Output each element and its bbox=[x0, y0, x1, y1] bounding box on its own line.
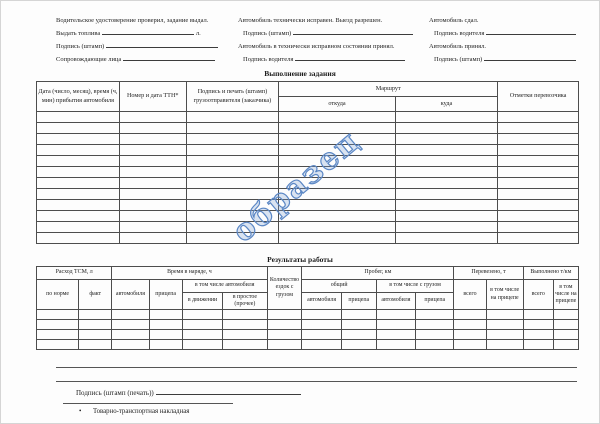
license-checked-label: Водительское удостоверение проверил, задание выдал. bbox=[56, 17, 209, 24]
col-time-trailer: прицепа bbox=[149, 280, 182, 310]
empty-cell bbox=[119, 200, 186, 211]
empty-cell bbox=[149, 340, 182, 350]
empty-cell bbox=[119, 233, 186, 244]
empty-cell bbox=[523, 310, 553, 320]
task-section-title: Выполнение задания bbox=[264, 69, 336, 78]
empty-cell bbox=[395, 222, 497, 233]
empty-cell bbox=[37, 156, 120, 167]
empty-cell bbox=[223, 340, 267, 350]
driver-signature-line bbox=[429, 27, 576, 40]
empty-cell bbox=[279, 211, 396, 222]
col-transported-group: Перевезено, т bbox=[454, 267, 523, 280]
results-table bbox=[36, 266, 579, 350]
empty-cell bbox=[498, 134, 579, 145]
blank-line bbox=[486, 27, 576, 35]
fuel-issue-line bbox=[56, 27, 218, 40]
empty-cell bbox=[37, 123, 120, 134]
table-row bbox=[37, 112, 579, 123]
empty-cell bbox=[302, 310, 341, 320]
table-row bbox=[37, 233, 579, 244]
empty-cell bbox=[486, 310, 523, 320]
empty-cell bbox=[416, 330, 454, 340]
empty-cell bbox=[37, 134, 120, 145]
col-mileage-total-trailer: прицепа bbox=[341, 293, 376, 310]
empty-cell bbox=[416, 340, 454, 350]
empty-cell bbox=[119, 156, 186, 167]
col-time-idle: в простое (прочее) bbox=[223, 293, 267, 310]
stamp-signature-label: Подпись (штамп) bbox=[243, 30, 292, 37]
driver-license-block bbox=[56, 14, 218, 66]
empty-cell bbox=[37, 310, 79, 320]
empty-cell bbox=[498, 200, 579, 211]
empty-cell bbox=[302, 330, 341, 340]
sample-watermark-text: образец bbox=[225, 122, 367, 250]
empty-cell bbox=[454, 330, 486, 340]
driver-signature-label: Подпись водителя bbox=[243, 56, 294, 63]
empty-cell bbox=[498, 112, 579, 123]
vehicle-accepted-label: Автомобиль в технически исправном состоянии принял. bbox=[238, 43, 395, 50]
empty-cell bbox=[37, 222, 120, 233]
empty-cell bbox=[79, 340, 112, 350]
empty-cell bbox=[149, 310, 182, 320]
blank-line bbox=[123, 53, 215, 61]
empty-cell bbox=[37, 200, 120, 211]
empty-cell bbox=[498, 189, 579, 200]
empty-cell bbox=[119, 134, 186, 145]
empty-cell bbox=[279, 222, 396, 233]
bottom-signature-label: Подпись (штамп (печать)) bbox=[76, 389, 154, 397]
driver-signature-label: Подпись водителя bbox=[434, 30, 485, 37]
vehicle-condition-block bbox=[238, 14, 413, 66]
empty-cell bbox=[37, 211, 120, 222]
empty-cell bbox=[112, 340, 149, 350]
col-mileage-total-auto: автомобиля bbox=[302, 293, 341, 310]
vehicle-received-label: Автомобиль принял. bbox=[429, 43, 487, 50]
vehicle-ok-line bbox=[238, 14, 413, 27]
col-route-to: куда bbox=[395, 97, 497, 112]
col-done-trailer: в том числе на прицепе bbox=[553, 280, 578, 310]
empty-cell bbox=[498, 233, 579, 244]
empty-cell bbox=[186, 211, 279, 222]
empty-cell bbox=[486, 330, 523, 340]
task-table bbox=[36, 81, 579, 244]
empty-cell bbox=[279, 112, 396, 123]
fuel-issue-label: Выдать топлива bbox=[56, 30, 101, 37]
empty-cell bbox=[119, 145, 186, 156]
empty-cell bbox=[279, 189, 396, 200]
col-fuel-group: Расход ТСМ, л bbox=[37, 267, 112, 280]
empty-cell bbox=[395, 123, 497, 134]
empty-cell bbox=[279, 233, 396, 244]
col-time-incl-group: в том числе автомобиля bbox=[182, 280, 267, 293]
empty-cell bbox=[376, 310, 415, 320]
col-ttn-number: Номер и дата ТТН* bbox=[119, 82, 186, 112]
empty-cell bbox=[553, 310, 578, 320]
vehicle-accepted-line bbox=[238, 40, 413, 53]
driver-signature-line bbox=[238, 53, 413, 66]
table-row bbox=[37, 189, 579, 200]
vehicle-handed-line bbox=[429, 14, 576, 27]
col-route-from: откуда bbox=[279, 97, 396, 112]
empty-cell bbox=[395, 134, 497, 145]
empty-cell bbox=[182, 330, 222, 340]
footnote-text: Товарно-транспортная накладная bbox=[93, 408, 190, 415]
empty-cell bbox=[79, 310, 112, 320]
empty-cell bbox=[186, 123, 279, 134]
empty-cell bbox=[119, 222, 186, 233]
bottom-signature-line bbox=[76, 387, 301, 399]
empty-cell bbox=[119, 167, 186, 178]
stamp-signature-label: Подпись (штамп) bbox=[434, 56, 483, 63]
blank-line bbox=[106, 40, 218, 48]
table-row bbox=[37, 330, 579, 340]
empty-cell bbox=[119, 112, 186, 123]
col-mileage-loaded-group: в том числе с грузом bbox=[376, 280, 454, 293]
empty-cell bbox=[182, 310, 222, 320]
col-shipper-signature: Подпись и печать (штамп) грузоотправителя (заказчика) bbox=[186, 82, 279, 112]
vehicle-handover-block bbox=[429, 14, 576, 66]
fuel-unit-label: л. bbox=[195, 30, 201, 37]
empty-cell bbox=[302, 320, 341, 330]
empty-cell bbox=[186, 112, 279, 123]
empty-cell bbox=[523, 320, 553, 330]
empty-cell bbox=[553, 330, 578, 340]
vehicle-handed-label: Автомобиль сдал. bbox=[429, 17, 479, 24]
footnote-bullet: • bbox=[79, 408, 82, 415]
empty-cell bbox=[149, 320, 182, 330]
empty-cell bbox=[37, 178, 120, 189]
empty-cell bbox=[37, 233, 120, 244]
empty-cell bbox=[186, 233, 279, 244]
empty-cell bbox=[523, 340, 553, 350]
empty-cell bbox=[454, 310, 486, 320]
empty-cell bbox=[267, 310, 302, 320]
empty-cell bbox=[267, 320, 302, 330]
empty-cell bbox=[416, 320, 454, 330]
col-mileage-loaded-trailer: прицепа bbox=[416, 293, 454, 310]
empty-cell bbox=[112, 330, 149, 340]
results-section-title: Результаты работы bbox=[267, 255, 333, 264]
empty-cell bbox=[119, 178, 186, 189]
table-row bbox=[37, 134, 579, 145]
empty-cell bbox=[376, 320, 415, 330]
empty-cell bbox=[79, 330, 112, 340]
table-row bbox=[37, 320, 579, 330]
blank-line bbox=[295, 53, 405, 61]
col-time-moving: в движении bbox=[182, 293, 222, 310]
col-done-total: всего bbox=[523, 280, 553, 310]
empty-cell bbox=[395, 200, 497, 211]
results-table-body bbox=[37, 310, 579, 350]
table-row bbox=[37, 167, 579, 178]
empty-cell bbox=[486, 340, 523, 350]
table-row bbox=[37, 200, 579, 211]
table-row bbox=[37, 145, 579, 156]
empty-cell bbox=[498, 123, 579, 134]
empty-cell bbox=[186, 167, 279, 178]
empty-cell bbox=[395, 189, 497, 200]
license-checked-line bbox=[56, 14, 218, 27]
empty-cell bbox=[223, 330, 267, 340]
empty-cell bbox=[553, 320, 578, 330]
empty-cell bbox=[416, 310, 454, 320]
col-route-group: Маршрут bbox=[279, 82, 498, 97]
empty-cell bbox=[498, 222, 579, 233]
empty-cell bbox=[341, 320, 376, 330]
results-header-row-2 bbox=[37, 280, 579, 293]
empty-cell bbox=[454, 320, 486, 330]
empty-cell bbox=[186, 189, 279, 200]
table-row bbox=[37, 156, 579, 167]
empty-cell bbox=[149, 330, 182, 340]
empty-cell bbox=[454, 340, 486, 350]
empty-cell bbox=[37, 320, 79, 330]
blank-writing-line bbox=[56, 367, 577, 368]
empty-cell bbox=[182, 340, 222, 350]
empty-cell bbox=[223, 310, 267, 320]
accompanying-persons-line bbox=[56, 53, 218, 66]
empty-cell bbox=[186, 134, 279, 145]
empty-cell bbox=[523, 330, 553, 340]
col-time-group: Время в наряде, ч bbox=[112, 267, 267, 280]
empty-cell bbox=[186, 222, 279, 233]
footnote-separator bbox=[63, 403, 233, 404]
table-row bbox=[37, 340, 579, 350]
blank-line bbox=[484, 53, 576, 61]
col-arrival-datetime: Дата (число, месяц), время (ч, мин) прибытия автомобиля bbox=[37, 82, 120, 112]
empty-cell bbox=[223, 320, 267, 330]
empty-cell bbox=[37, 340, 79, 350]
empty-cell bbox=[279, 123, 396, 134]
empty-cell bbox=[395, 156, 497, 167]
accompanying-persons-label: Сопровождающие лица bbox=[56, 56, 122, 63]
empty-cell bbox=[376, 330, 415, 340]
empty-cell bbox=[498, 211, 579, 222]
col-fuel-fact: факт bbox=[79, 280, 112, 310]
empty-cell bbox=[119, 123, 186, 134]
stamp-signature-line bbox=[238, 27, 413, 40]
blank-line bbox=[293, 27, 413, 35]
table-row bbox=[37, 178, 579, 189]
col-mileage-loaded-auto: автомобиля bbox=[376, 293, 415, 310]
empty-cell bbox=[553, 340, 578, 350]
empty-cell bbox=[341, 330, 376, 340]
col-transported-total: всего bbox=[454, 280, 486, 310]
table-row bbox=[37, 211, 579, 222]
table-row bbox=[37, 310, 579, 320]
empty-cell bbox=[37, 145, 120, 156]
empty-cell bbox=[498, 156, 579, 167]
empty-cell bbox=[279, 134, 396, 145]
empty-cell bbox=[37, 189, 120, 200]
empty-cell bbox=[37, 167, 120, 178]
col-transported-trailer: в том числе на прицепе bbox=[486, 280, 523, 310]
empty-cell bbox=[112, 310, 149, 320]
empty-cell bbox=[37, 330, 79, 340]
empty-cell bbox=[395, 145, 497, 156]
empty-cell bbox=[395, 112, 497, 123]
empty-cell bbox=[119, 211, 186, 222]
empty-cell bbox=[341, 310, 376, 320]
col-time-auto: автомобиля bbox=[112, 280, 149, 310]
empty-cell bbox=[267, 330, 302, 340]
empty-cell bbox=[186, 200, 279, 211]
vehicle-ok-label: Автомобиль технически исправен. Выезд разрешен. bbox=[238, 17, 383, 24]
vehicle-received-line bbox=[429, 40, 576, 53]
empty-cell bbox=[267, 340, 302, 350]
empty-cell bbox=[279, 145, 396, 156]
col-fuel-norm: по норме bbox=[37, 280, 79, 310]
empty-cell bbox=[302, 340, 341, 350]
col-mileage-total-group: общий bbox=[302, 280, 376, 293]
empty-cell bbox=[37, 112, 120, 123]
blank-line bbox=[102, 27, 194, 35]
empty-cell bbox=[186, 178, 279, 189]
results-header-row-1 bbox=[37, 267, 579, 280]
empty-cell bbox=[112, 320, 149, 330]
empty-cell bbox=[186, 145, 279, 156]
table-row bbox=[37, 222, 579, 233]
empty-cell bbox=[498, 178, 579, 189]
blank-writing-line bbox=[56, 381, 577, 382]
stamp-signature-line bbox=[429, 53, 576, 66]
empty-cell bbox=[186, 156, 279, 167]
task-header-row-1 bbox=[37, 82, 579, 97]
col-loaded-trips: Количество ездок с грузом bbox=[267, 267, 302, 310]
empty-cell bbox=[498, 167, 579, 178]
empty-cell bbox=[182, 320, 222, 330]
stamp-signature-line bbox=[56, 40, 218, 53]
empty-cell bbox=[395, 233, 497, 244]
empty-cell bbox=[279, 178, 396, 189]
empty-cell bbox=[119, 189, 186, 200]
empty-cell bbox=[279, 200, 396, 211]
empty-cell bbox=[279, 156, 396, 167]
empty-cell bbox=[341, 340, 376, 350]
empty-cell bbox=[395, 178, 497, 189]
empty-cell bbox=[79, 320, 112, 330]
empty-cell bbox=[486, 320, 523, 330]
empty-cell bbox=[498, 145, 579, 156]
col-carrier-marks: Отметки перевозчика bbox=[498, 82, 579, 112]
empty-cell bbox=[395, 211, 497, 222]
footnote-item bbox=[79, 406, 189, 417]
empty-cell bbox=[395, 167, 497, 178]
col-mileage-group: Пробег, км bbox=[302, 267, 454, 280]
blank-line bbox=[156, 387, 301, 395]
col-done-group: Выполнено т/км bbox=[523, 267, 578, 280]
table-row bbox=[37, 123, 579, 134]
task-table-body bbox=[37, 112, 579, 244]
empty-cell bbox=[279, 167, 396, 178]
stamp-signature-label: Подпись (штамп) bbox=[56, 43, 105, 50]
empty-cell bbox=[376, 340, 415, 350]
